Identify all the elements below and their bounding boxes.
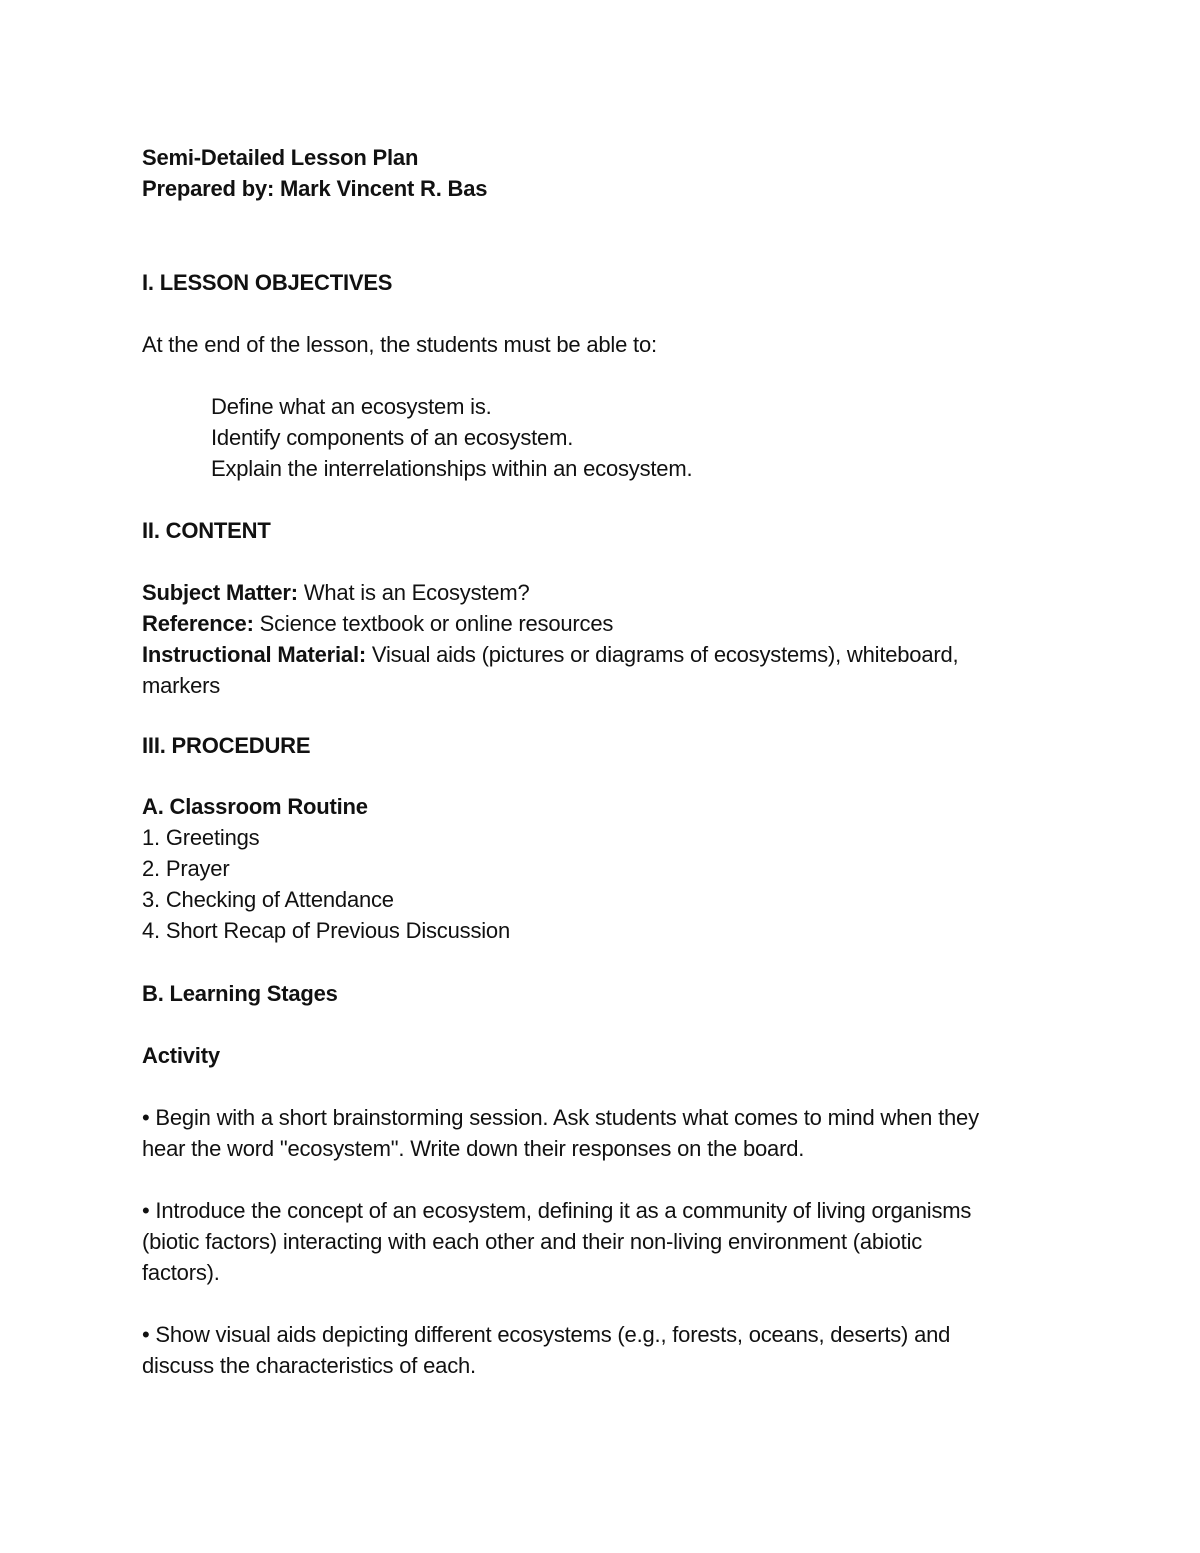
learning-stages-heading: B. Learning Stages bbox=[142, 981, 338, 1006]
prepared-by: Prepared by: Mark Vincent R. Bas bbox=[142, 176, 488, 201]
instructional-material bbox=[142, 640, 958, 670]
instructional-material-cont: markers bbox=[142, 673, 221, 698]
objectives-heading: I. LESSON OBJECTIVES bbox=[142, 270, 393, 295]
procedure-heading: III. PROCEDURE bbox=[142, 733, 311, 758]
reference-value: Science textbook or online resources bbox=[253, 611, 614, 636]
objective-item: Identify components of an ecosystem. bbox=[211, 425, 574, 450]
activity-bullet: • Show visual aids depicting different ecosystems (e.g., forests, oceans, deserts) and bbox=[142, 1322, 951, 1347]
objective-item: Explain the interrelationships within an ecosystem. bbox=[211, 456, 693, 481]
activity-heading: Activity bbox=[142, 1043, 220, 1068]
subject-matter-value: What is an Ecosystem? bbox=[297, 580, 530, 605]
reference bbox=[142, 609, 613, 639]
activity-bullet-cont: hear the word "ecosystem". Write down their responses on the board. bbox=[142, 1136, 805, 1161]
routine-item: 4. Short Recap of Previous Discussion bbox=[142, 918, 510, 943]
activity-bullet-cont: discuss the characteristics of each. bbox=[142, 1353, 476, 1378]
content-heading: II. CONTENT bbox=[142, 518, 271, 543]
activity-bullet: • Begin with a short brainstorming session. Ask students what comes to mind when they bbox=[142, 1105, 979, 1130]
subject-matter-label: Subject Matter: bbox=[142, 580, 298, 605]
routine-item: 3. Checking of Attendance bbox=[142, 887, 394, 912]
document-title: Semi-Detailed Lesson Plan bbox=[142, 145, 419, 170]
objective-item: Define what an ecosystem is. bbox=[211, 394, 492, 419]
reference-label: Reference: bbox=[142, 611, 254, 636]
activity-bullet-cont: (biotic factors) interacting with each other and their non-living environment (abiotic bbox=[142, 1229, 923, 1254]
routine-item: 1. Greetings bbox=[142, 825, 260, 850]
instructional-material-value: Visual aids (pictures or diagrams of ecosystems), whiteboard, bbox=[366, 642, 959, 667]
activity-bullet: • Introduce the concept of an ecosystem, defining it as a community of living organisms bbox=[142, 1198, 972, 1223]
activity-bullet-cont: factors). bbox=[142, 1260, 220, 1285]
objectives-intro: At the end of the lesson, the students must be able to: bbox=[142, 332, 657, 357]
subject-matter bbox=[142, 578, 530, 608]
routine-item: 2. Prayer bbox=[142, 856, 230, 881]
instructional-material-label: Instructional Material: bbox=[142, 642, 366, 667]
routine-heading: A. Classroom Routine bbox=[142, 794, 368, 819]
